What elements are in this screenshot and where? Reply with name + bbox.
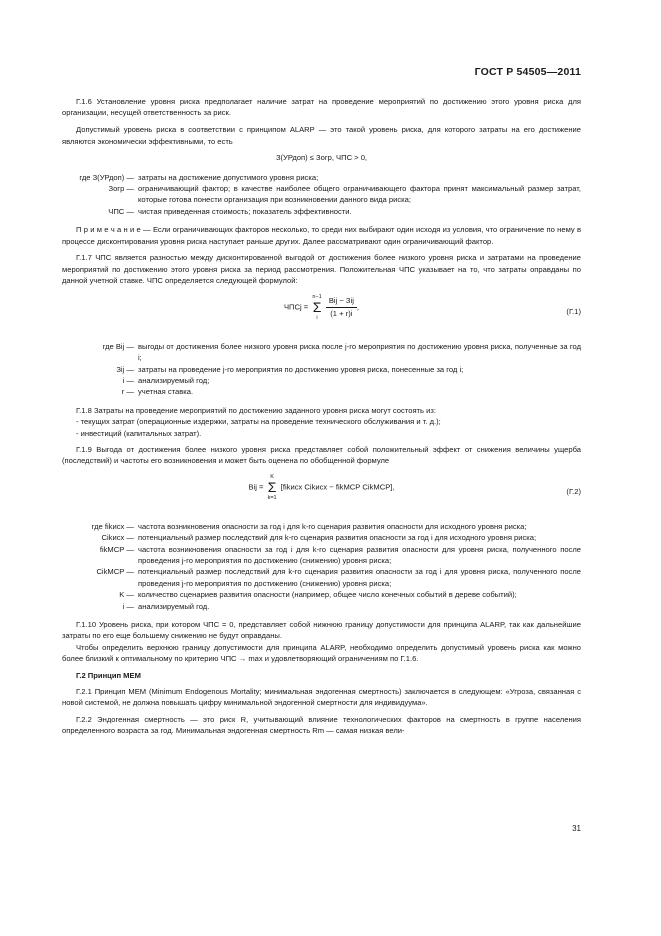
eq2-sum-top: K — [270, 473, 274, 480]
equation-number-g1: (Г.1) — [566, 306, 581, 316]
summation-sign — [312, 293, 321, 322]
condition-formula: З(УРдоп) ≤ Зогр, ЧПС > 0, — [275, 153, 368, 163]
definition-text: количество сценариев развития опасности (например, общее число конечных событий в дереве событий); — [138, 590, 517, 600]
definition-text: ограничивающий фактор; в качестве наиболее общего ограничивающего фактора принят максимальный размер затрат, которые готова понести организация при возникновении данного вида риска; — [138, 183, 581, 205]
definition-row — [62, 172, 581, 183]
paragraph-g1-8: Г.1.8 Затраты на проведение мероприятий по достижению заданного уровня риска могут состоять из: — [76, 405, 436, 415]
definition-term: Cikисх — — [101, 533, 134, 543]
equation-g1 — [62, 293, 581, 333]
definition-row — [62, 183, 581, 206]
eq2-body: [fikисх Cikисх − fikМСР CikМСР], — [280, 482, 395, 492]
definition-text: анализируемый год; — [138, 375, 210, 385]
standard-header: ГОСТ Р 54505—2011 — [474, 66, 581, 78]
definition-term: K — — [119, 590, 134, 600]
definition-term: где Bij — — [102, 341, 134, 351]
definition-row — [62, 341, 581, 364]
equation-g2 — [62, 473, 581, 513]
definition-term: CikМСР — — [96, 567, 134, 577]
definition-text: потенциальный размер последствий для k-го сценария развития опасности за год i для уровня риска, полученного после проведения j-го мероприятия по достижению (снижению) уровня риска; — [138, 567, 581, 588]
definition-text: затраты на проведение j-го мероприятия по достижению уровня риска, понесенные за год i; — [138, 364, 464, 374]
definition-row — [62, 601, 581, 612]
definition-row — [62, 375, 581, 386]
definition-text: чистая приведенная стоимость; показатель эффективности. — [138, 206, 352, 216]
paragraph-g1-6: Г.1.6 Установление уровня риска предполагает наличие затрат на проведение мероприятий по достижению этого уровня риска для организации, несущей ответственность за риск. — [62, 97, 581, 118]
definition-term: Зij — — [116, 364, 134, 374]
eq2-sum-bottom: k=1 — [267, 494, 277, 501]
paragraph-g1-10: Г.1.10 Уровень риска, при котором ЧПС = 0, представляет собой нижнюю границу допустимости для принципа ALARP, так как дальнейшие затраты по его еще большему снижению не будут оправданы. — [62, 620, 581, 641]
definition-text: анализируемый год. — [138, 601, 210, 611]
definitions-1 — [62, 172, 581, 218]
eq1-sum-bottom: i — [316, 314, 318, 321]
sigma-icon: Σ — [267, 478, 277, 495]
sigma-icon: Σ — [312, 298, 322, 315]
definition-term: i — — [122, 601, 134, 611]
list-item: - текущих затрат (операционные издержки, затраты на проведение технического обслуживания и т. д.); — [76, 417, 441, 427]
definition-term: ЧПС — — [108, 206, 134, 216]
paragraph-alarp: Допустимый уровень риска в соответствии с принципом ALARP — это такой уровень риска, для которого затраты на его достижение являются экономически эффективными, то есть — [62, 125, 581, 146]
definitions-3 — [62, 521, 581, 612]
definition-text: частота возникновения опасности за год i для k-го сценария развития опасности для исходного уровня риска; — [138, 521, 527, 531]
definition-text: потенциальный размер последствий для k-го сценария развития опасности за год i для исходного уровня риска; — [138, 533, 537, 543]
definition-term: Зогр — — [108, 183, 134, 193]
definition-row — [62, 566, 581, 589]
paragraph-upper-bound: Чтобы определить верхнюю границу допустимости для принципа ALARP, необходимо определить допустимый уровень риска как можно более близкий к оптимальному по критерию ЧПС → max и удовлетворяющий ограничениям по Г.1.6. — [62, 642, 581, 664]
eq1-lhs: ЧПСj = — [283, 302, 309, 312]
equation-number-g2: (Г.2) — [566, 486, 581, 496]
definition-text: учетная ставка. — [138, 387, 194, 397]
paragraph-g1-7: Г.1.7 ЧПС является разностью между дисконтированной выгодой от достижения более низкого уровня риска и затратами на проведение мероприятий по достижению этого уровня риска за период рассмотрения. Положительная ЧПС указывает на то, что затраты оправданы по данной учетной ставке. ЧПС определяется следующей формулой: — [62, 253, 581, 286]
paragraph-g2-1: Г.2.1 Принцип МЕМ (Minimum Endogenous Mortality; минимальная эндогенная смертность) заключается в следующем: «Угроза, связанная с новой системой, не должна повышать цифру минимальной эндогенной смертности для индивидуума». — [62, 686, 581, 707]
eq1-tail: , — [356, 302, 360, 312]
definition-row — [62, 532, 581, 543]
definition-text: выгоды от достижения более низкого уровня риска после j-го мероприятия по достижению уровня риска, полученные за год i; — [138, 341, 581, 363]
section-heading-g2: Г.2 Принцип МЕМ — [76, 671, 141, 681]
eq1-fraction — [326, 295, 360, 319]
paragraph-g1-9: Г.1.9 Выгода от достижения более низкого уровня риска представляет собой положительный эффект от снижения величины ущерба (последствий) и частоты его возникновения и может быть оценена по обобщенной формуле — [62, 444, 581, 466]
eq1-denominator: (1 + r)i — [330, 308, 353, 318]
eq1-sum-top: n−1 — [312, 293, 322, 300]
definition-text: затраты на достижение допустимого уровня риска; — [138, 172, 319, 182]
note-text: Если ограничивающих факторов несколько, то среди них выбирают один исходя из условия, что ограничение по нему в процессе дисконтирования уровня риска наступает раньше других. Далее рассматривают один ограничивающий фактор. — [62, 225, 581, 246]
definition-term: r — — [121, 387, 134, 397]
definition-row — [62, 589, 581, 600]
definition-term: где З(УРдоп) — — [79, 172, 134, 182]
page-body — [62, 96, 581, 742]
note-paragraph — [62, 224, 581, 247]
eq2-lhs: Bij = — [248, 482, 264, 492]
paragraph-g2-2: Г.2.2 Эндогенная смертность — это риск R, учитывающий влияние технологических факторов на смертность в группе населения определенного возраста за год. Минимальная эндогенная смертность Rm — самая низкая вели- — [62, 714, 581, 736]
definition-term: i — — [122, 375, 134, 385]
note-label: П р и м е ч а н и е — — [76, 225, 151, 235]
definition-row — [62, 206, 581, 217]
definition-term: где fikисх — — [91, 521, 134, 531]
definition-row — [62, 364, 581, 375]
definition-term: fikМСР — — [99, 544, 134, 554]
summation-sign — [268, 473, 277, 502]
definitions-2 — [62, 341, 581, 398]
page-number: 31 — [572, 824, 581, 833]
list-item: - инвестиций (капитальных затрат). — [76, 428, 202, 438]
eq1-numerator: Bij − Зij — [326, 295, 357, 307]
equation-g2-formula — [62, 473, 581, 502]
definition-row — [62, 544, 581, 567]
equation-g1-formula — [62, 293, 581, 322]
definition-row — [62, 521, 581, 532]
definition-row — [62, 386, 581, 397]
cost-list — [62, 416, 581, 439]
definition-text: частота возникновения опасности за год i для k-го сценария развития опасности для уровня риска, полученного после проведения j-го мероприятия по достижению (снижению) уровня риска; — [138, 544, 581, 565]
